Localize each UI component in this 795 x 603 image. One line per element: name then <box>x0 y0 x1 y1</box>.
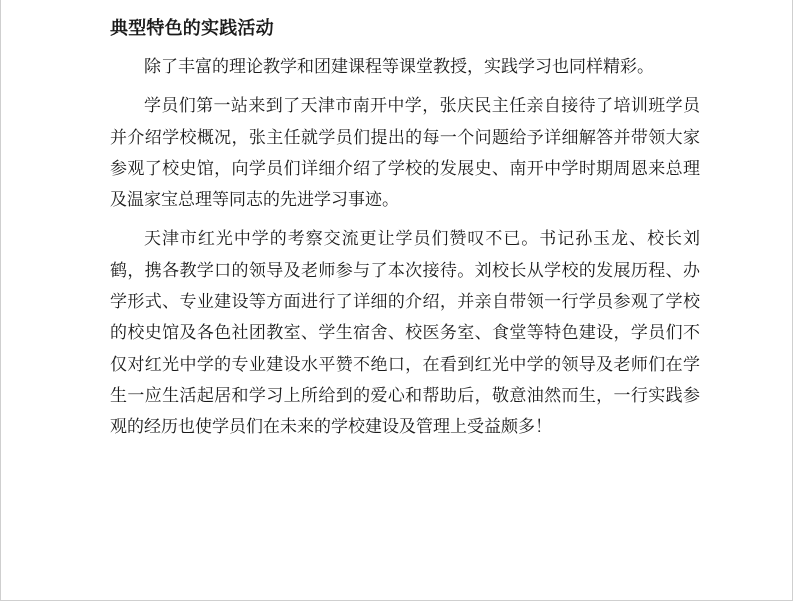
paragraph-intro: 除了丰富的理论教学和团建课程等课堂教授，实践学习也同样精彩。 <box>144 57 654 77</box>
paragraph-hongguang-visit: 天津市红光中学的考察交流更让学员们赞叹不已。书记孙玉龙、校长刘鹤，携各教学口的领导及老师参与了本次接待。刘校长从学校的发展历程、办学形式、专业建设等方面进行了详细的介绍，并亲自带领一行学员参观了学校的校史馆及各色社团教室、学生宿舍、校医务室、食堂等特色建设，学员们不仅对红光中学的专业建设水平赞不绝口，在看到红光中学的领导及老师们在学生一应生活起居和学习上所给到的爱心和帮助后，敬意油然而生，一行实践参观的经历也使学员们在未来的学校建设及管理上受益颇多！ <box>110 229 700 438</box>
section-heading: 典型特色的实践活动 <box>110 18 274 39</box>
paragraph-nankai-visit: 学员们第一站来到了天津市南开中学，张庆民主任亲自接待了培训班学员并介绍学校概况，张主任就学员们提出的每一个问题给予详细解答并带领大家参观了校史馆，向学员们详细介绍了学校的发展史、南开中学时期周恩来总理及温家宝总理等同志的先进学习事迹。 <box>110 96 700 211</box>
article-body <box>110 12 700 452</box>
